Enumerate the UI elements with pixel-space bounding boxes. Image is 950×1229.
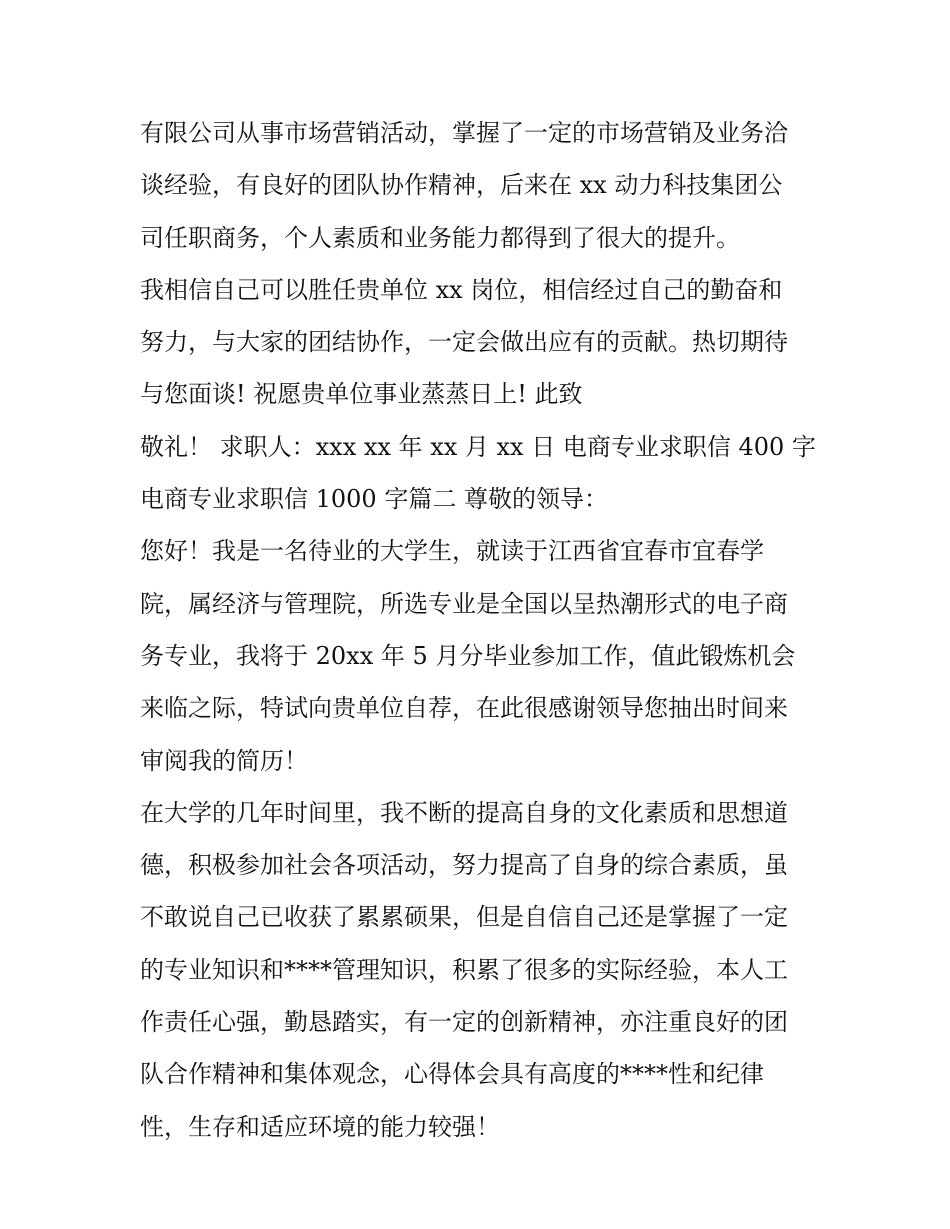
text-line: 性，生存和适应环境的能力较强！ [140, 1112, 500, 1141]
text-line: 院，属经济与管理院，所选专业是全国以呈热潮形式的电子商 [140, 589, 788, 618]
text-line: 来临之际，特试向贵单位自荐，在此很感谢领导您抽出时间来 [140, 694, 788, 723]
text-line: 电商专业求职信 1000 字篇二 尊敬的领导： [140, 485, 608, 514]
text-line: 您好！我是一名待业的大学生，就读于江西省宜春市宜春学 [140, 537, 764, 566]
text-line: 与您面谈! 祝愿贵单位事业蒸蒸日上! 此致 [140, 380, 583, 409]
text-line: 队合作精神和集体观念，心得体会具有高度的****性和纪律 [140, 1060, 764, 1089]
text-line: 谈经验，有良好的团队协作精神，后来在 xx 动力科技集团公 [140, 171, 783, 200]
text-line: 务专业，我将于 20xx 年 5 月分毕业参加工作，值此锻炼机会 [140, 641, 796, 670]
text-line: 敬礼！ 求职人：xxx xx 年 xx 月 xx 日 电商专业求职信 400 字 [140, 432, 816, 461]
text-line: 司任职商务，个人素质和业务能力都得到了很大的提升。 [140, 223, 740, 252]
text-line: 审阅我的简历！ [140, 746, 308, 775]
text-line: 在大学的几年时间里，我不断的提高自身的文化素质和思想道 [140, 798, 788, 827]
text-line: 不敢说自己已收获了累累硕果，但是自信自己还是掌握了一定 [140, 903, 788, 932]
document-body-text [140, 107, 820, 1153]
text-line: 我相信自己可以胜任贵单位 xx 岗位，相信经过自己的勤奋和 [140, 275, 783, 304]
text-line: 的专业知识和****管理知识，积累了很多的实际经验，本人工 [140, 955, 788, 984]
text-line: 作责任心强，勤恳踏实，有一定的创新精神，亦注重良好的团 [140, 1008, 788, 1037]
text-line: 有限公司从事市场营销活动，掌握了一定的市场营销及业务洽 [140, 119, 788, 147]
text-line: 德，积极参加社会各项活动，努力提高了自身的综合素质，虽 [140, 851, 788, 880]
text-line: 努力，与大家的团结协作，一定会做出应有的贡献。热切期待 [140, 328, 788, 357]
